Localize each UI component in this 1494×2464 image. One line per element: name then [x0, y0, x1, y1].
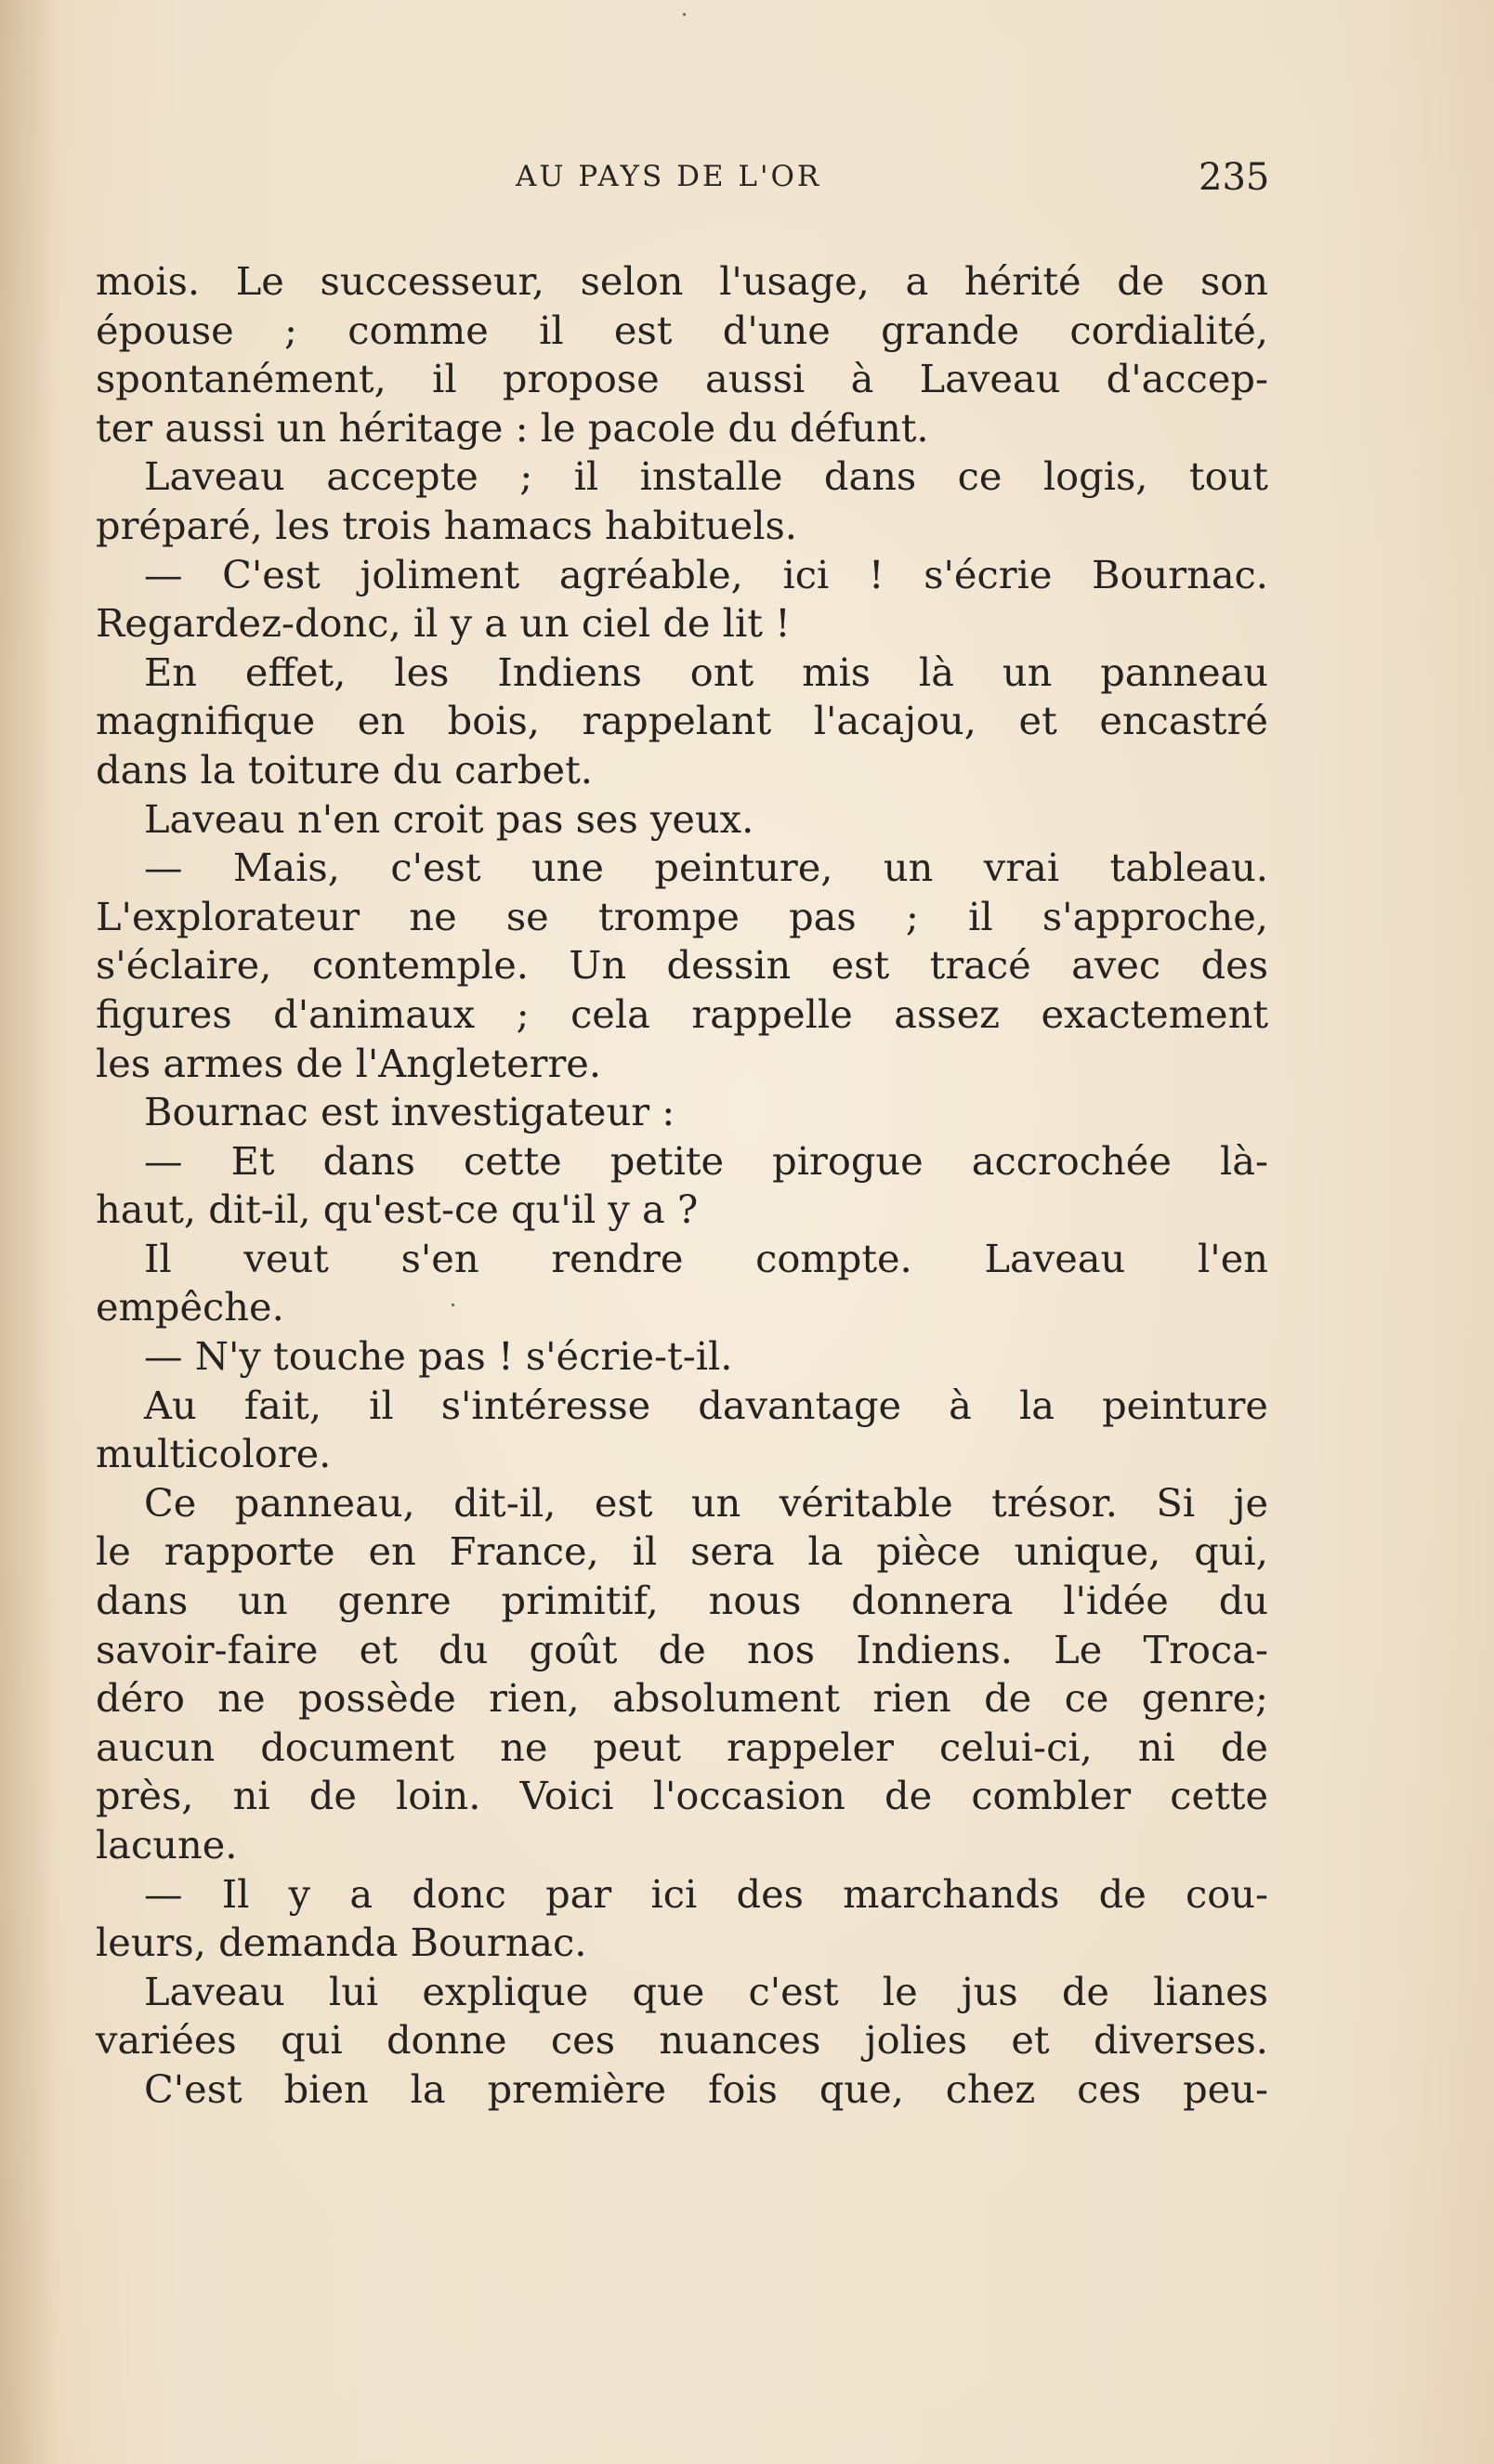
text-line: Regardez-donc, il y a un ciel de lit ! [96, 600, 791, 647]
text-line: Au fait, il s'intéresse davantage à la peinture [144, 1382, 1268, 1428]
text-line: — Il y a donc par ici des marchands de cou- [144, 1870, 1268, 1917]
text-line: — C'est joliment agréable, ici ! s'écrie Bournac. [144, 551, 1268, 597]
text-line: Bournac est investigateur : [144, 1089, 675, 1135]
running-title: AU PAYS DE L'OR [516, 160, 822, 193]
text-line: dans la toiture du carbet. [96, 746, 593, 793]
text-line: ter aussi un héritage : le pacole du défunt. [96, 404, 929, 451]
text-line: les armes de l'Angleterre. [96, 1040, 602, 1086]
body-text [96, 257, 1268, 2115]
text-line: L'explorateur ne se trompe pas ; il s'approche, [96, 893, 1268, 939]
text-line: empêche. [96, 1284, 284, 1330]
text-line: C'est bien la première fois que, chez ces peu- [144, 2065, 1268, 2112]
text-line: s'éclaire, contemple. Un dessin est tracé avec des [96, 942, 1268, 989]
text-line: En effet, les Indiens ont mis là un panneau [144, 649, 1268, 695]
text-line: — N'y touche pas ! s'écrie-t-il. [144, 1333, 733, 1380]
text-line: épouse ; comme il est d'une grande cordialité, [96, 307, 1268, 353]
text-line: — Et dans cette petite pirogue accrochée là- [144, 1137, 1268, 1184]
text-line: Ce panneau, dit-il, est un véritable trésor. Si je [144, 1479, 1268, 1526]
text-line: variées qui donne ces nuances jolies et diverses. [96, 2017, 1268, 2064]
text-line: déro ne possède rien, absolument rien de ce genre; [96, 1675, 1268, 1722]
text-line: magnifique en bois, rappelant l'acajou, et encastré [96, 698, 1268, 744]
page-number: 235 [1199, 156, 1270, 199]
text-line: figures d'animaux ; cela rappelle assez exactement [96, 990, 1268, 1037]
text-line: spontanément, il propose aussi à Laveau d'accep- [96, 356, 1268, 402]
text-line: dans un genre primitif, nous donnera l'idée du [96, 1578, 1268, 1624]
text-line: savoir-faire et du goût de nos Indiens. Le Troca- [96, 1626, 1268, 1672]
text-line: Laveau lui explique que c'est le jus de lianes [144, 1968, 1268, 2014]
text-line: multicolore. [96, 1431, 332, 1477]
text-line: préparé, les trois hamacs habituels. [96, 502, 797, 548]
text-line: le rapporte en France, il sera la pièce unique, qui, [96, 1528, 1268, 1575]
text-line: haut, dit-il, qu'est-ce qu'il y a ? [96, 1186, 699, 1233]
text-line: lacune. [96, 1822, 238, 1868]
text-line: Laveau accepte ; il installe dans ce logis, tout [144, 453, 1268, 500]
text-line: mois. Le successeur, selon l'usage, a hérité de son [96, 258, 1268, 304]
text-line: aucun document ne peut rappeler celui-ci, ni de [96, 1723, 1268, 1770]
text-line: leurs, demanda Bournac. [96, 1920, 587, 1966]
text-line: — Mais, c'est une peinture, un vrai tableau. [144, 845, 1268, 891]
print-speck [683, 13, 686, 16]
text-line: Il veut s'en rendre compte. Laveau l'en [144, 1235, 1268, 1281]
text-line: Laveau n'en croit pas ses yeux. [144, 795, 754, 842]
running-head [0, 156, 1494, 203]
text-line: près, ni de loin. Voici l'occasion de combler cette [96, 1773, 1268, 1819]
print-speck [452, 1304, 454, 1306]
